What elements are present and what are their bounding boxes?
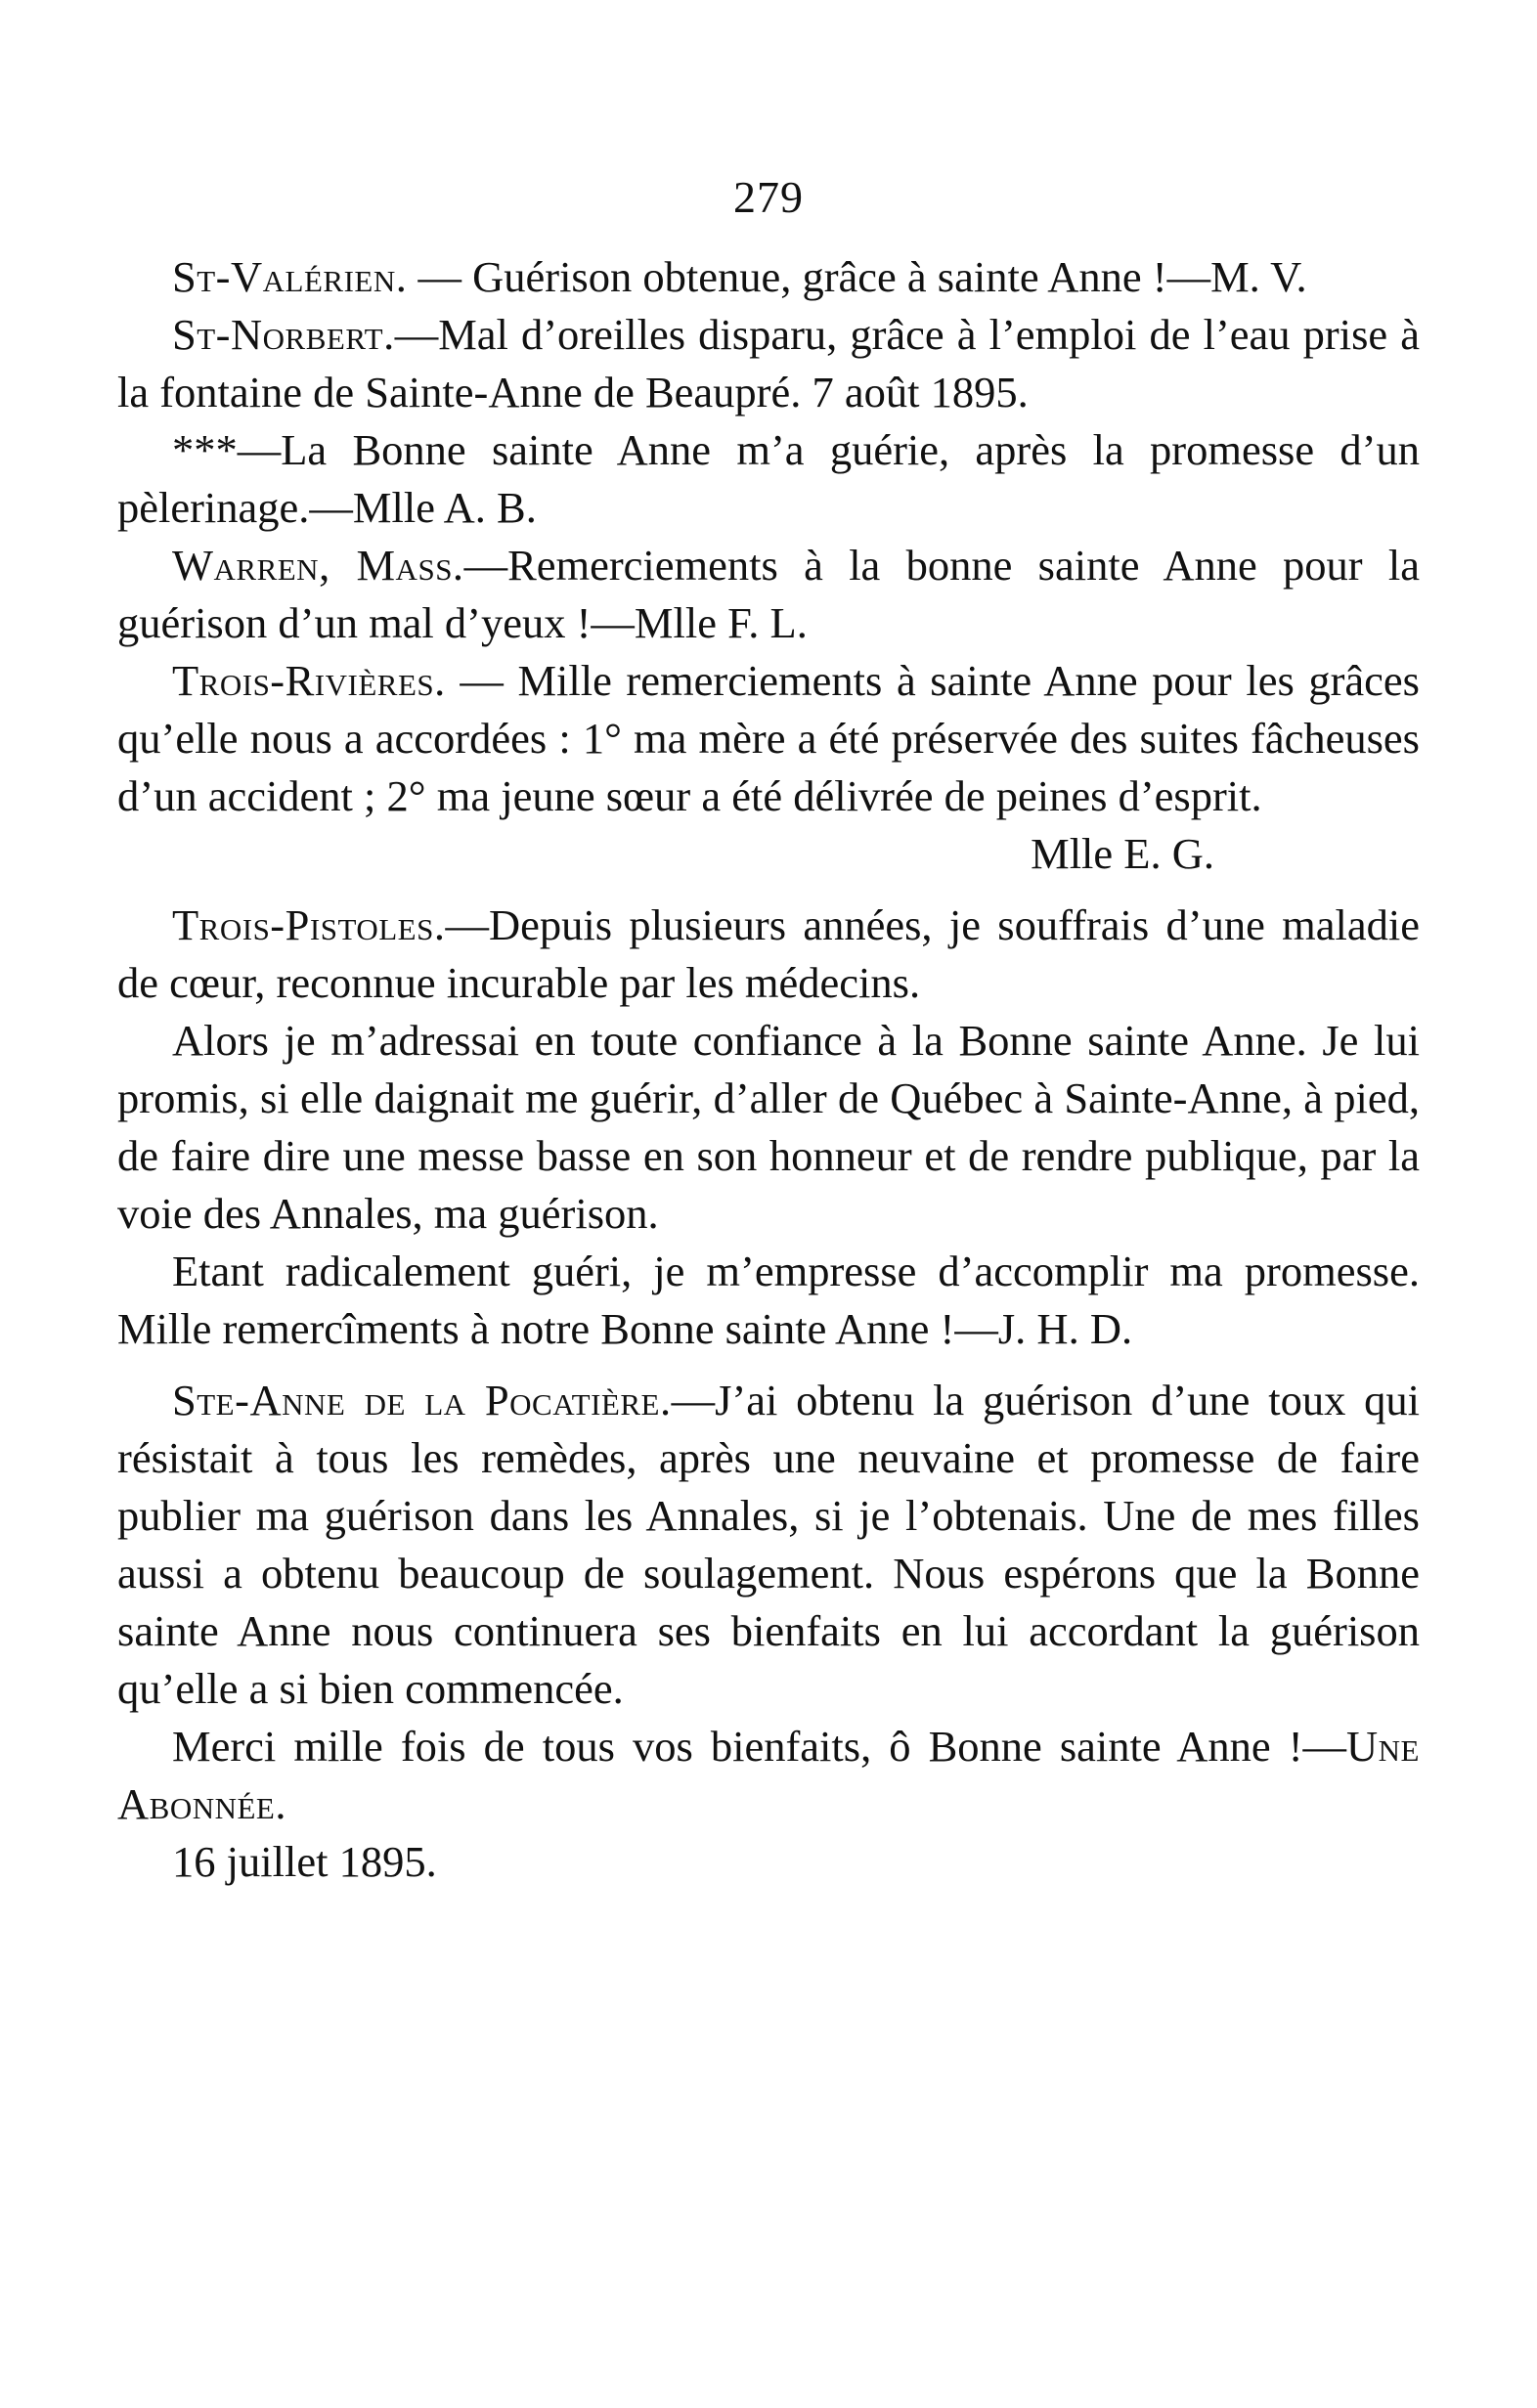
place-name: Trois-Pistoles. <box>172 900 446 949</box>
signature-abonnee: Une Abonnée. <box>117 1722 1420 1828</box>
entry-date: 16 juillet 1895. <box>172 1837 437 1886</box>
place-name: St-Valérien. <box>172 252 408 301</box>
signature-trois-rivieres: Mlle E. G. <box>1031 829 1214 878</box>
entry-text: Merci mille fois de tous vos bienfaits, ô Bonne sainte Anne !— <box>172 1722 1347 1771</box>
entry-text: —J’ai obtenu la guérison d’une toux qui résistait à tous les remèdes, après une neuvaine et promesse de faire publier ma guérison dans les Annales, si je l’obtenais. Une de mes filles aussi a obtenu beaucoup de soulagement. Nous espérons que la Bonne sainte Anne nous continuera ses bienfaits en lui accordant la guérison qu’elle a si bien commencée. <box>117 1376 1420 1713</box>
entry-st-norbert <box>117 306 1420 421</box>
place-name: *** <box>172 425 238 474</box>
entry-text: —La Bonne sainte Anne m’a guérie, après la promesse d’un pèlerinage.—Mlle A. B. <box>117 425 1420 532</box>
page-number: 279 <box>733 172 804 222</box>
place-name: St-Norbert. <box>172 310 395 359</box>
entry-anonymous <box>117 421 1420 537</box>
entry-text: —Remerciements à la bonne sainte Anne pour la guérison d’un mal d’yeux !—Mlle F. L. <box>117 541 1420 647</box>
paragraph-trois-pistoles-2: Alors je m’adressai en toute confiance à la Bonne sainte Anne. Je lui promis, si elle daignait me guérir, d’aller de Québec à Sainte-Anne, à pied, de faire dire une messe basse en son honneur et de rendre publique, par la voie des Annales, ma guérison. <box>117 1016 1420 1238</box>
entry-trois-pistoles <box>117 897 1420 1012</box>
entry-text: —Depuis plusieurs années, je souffrais d’une maladie de cœur, reconnue incurable par les médecins. <box>117 900 1420 1007</box>
entry-ste-anne-pocatiere <box>117 1372 1420 1718</box>
entry-st-valerien <box>117 248 1420 306</box>
paragraph-ste-anne-2 <box>117 1718 1420 1833</box>
entry-trois-rivieres <box>117 652 1420 825</box>
place-name: Trois-Rivières. <box>172 656 446 705</box>
entry-text: —Mal d’oreilles disparu, grâce à l’emploi de l’eau prise à la fontaine de Sainte-Anne de Beaupré. 7 août 1895. <box>117 310 1420 416</box>
paragraph-trois-pistoles-3: Etant radicalement guéri, je m’empresse d’accomplir ma promesse. Mille remercîments à notre Bonne sainte Anne !—J. H. D. <box>117 1247 1420 1353</box>
place-name: Ste-Anne de la Pocatière. <box>172 1376 672 1424</box>
entry-text: — Mille remerciements à sainte Anne pour les grâces qu’elle nous a accordées : 1° ma mère a été préservée des suites fâcheuses d’un accident ; 2° ma jeune sœur a été délivrée de peines d’esprit. <box>117 656 1420 820</box>
place-name: Warren, Mass. <box>172 541 464 590</box>
entry-text: — Guérison obtenue, grâce à sainte Anne !—M. V. <box>407 252 1307 301</box>
entry-warren-mass <box>117 537 1420 652</box>
